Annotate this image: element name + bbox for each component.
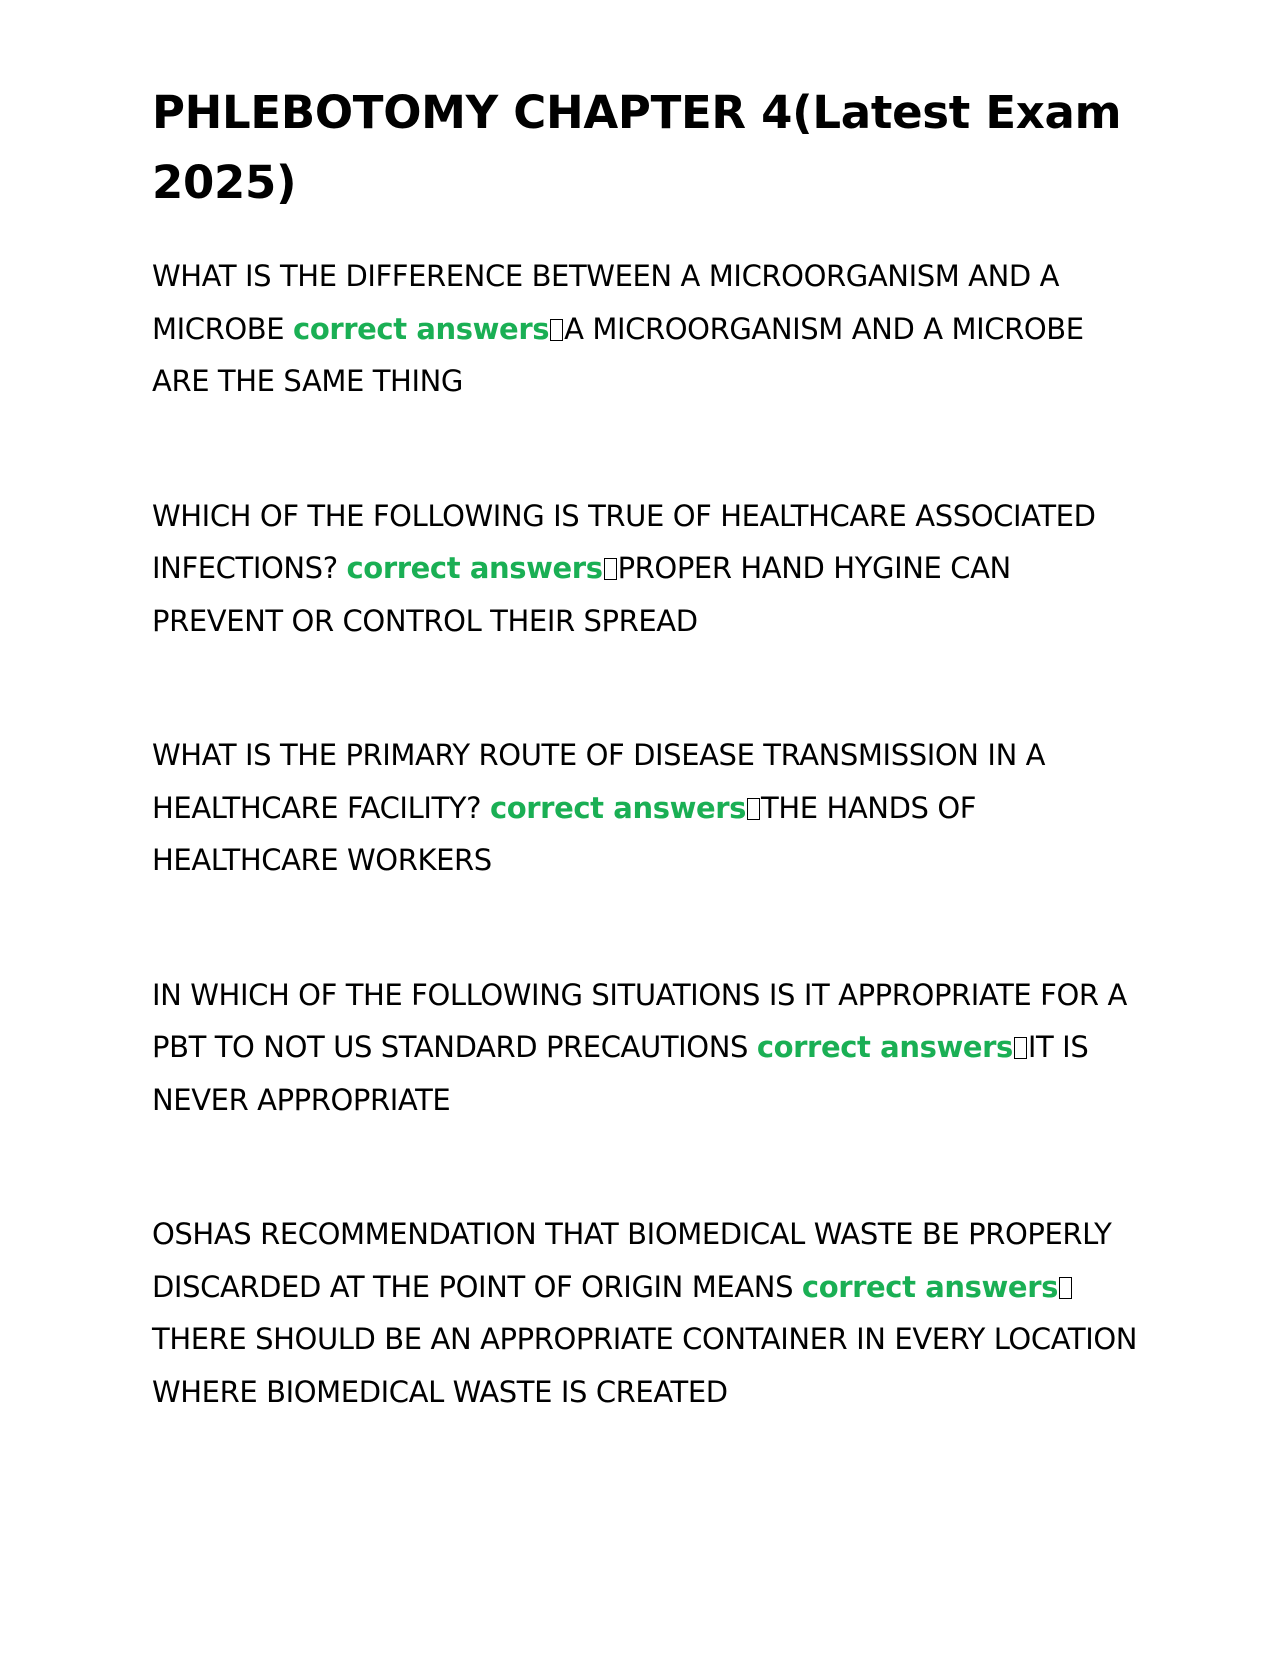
answer-text: PROPER HAND HYGINE CAN PREVENT OR CONTROL THEIR SPREAD — [152, 551, 1011, 638]
missing-glyph-box-icon — [1059, 1277, 1072, 1299]
document-page — [152, 78, 1142, 1500]
question-text: WHAT IS THE PRIMARY ROUTE OF DISEASE TRANSMISSION IN A HEALTHCARE FACILITY? — [152, 738, 1046, 825]
correct-answers-marker: correct answers — [293, 311, 550, 346]
qa-list — [152, 250, 1142, 1418]
correct-answers-marker: correct answers — [801, 1269, 1058, 1304]
missing-glyph-box-icon — [550, 319, 563, 341]
qa-item — [152, 490, 1142, 648]
question-text: WHICH OF THE FOLLOWING IS TRUE OF HEALTHCARE ASSOCIATED INFECTIONS? — [152, 498, 1096, 585]
missing-glyph-box-icon — [1014, 1037, 1027, 1059]
qa-item — [152, 729, 1142, 887]
answer-text: IT IS NEVER APPROPRIATE — [152, 1030, 1089, 1117]
answer-text: THERE SHOULD BE AN APPROPRIATE CONTAINER IN EVERY LOCATION WHERE BIOMEDICAL WASTE IS CREATED — [152, 1322, 1138, 1409]
qa-item — [152, 969, 1142, 1127]
correct-answers-marker: correct answers — [346, 551, 603, 585]
answer-text: THE HANDS OF HEALTHCARE WORKERS — [152, 790, 977, 877]
answer-text: A MICROORGANISM AND A MICROBE ARE THE SAME THING — [152, 311, 1084, 398]
correct-answers-marker: correct answers — [489, 790, 746, 825]
qa-item — [152, 250, 1142, 408]
question-text: IN WHICH OF THE FOLLOWING SITUATIONS IS IT APPROPRIATE FOR A PBT TO NOT US STANDARD PRECAUTIONS — [152, 977, 1127, 1064]
question-text: OSHAS RECOMMENDATION THAT BIOMEDICAL WASTE BE PROPERLY DISCARDED AT THE POINT OF ORIGIN MEANS — [152, 1217, 1112, 1304]
correct-answers-marker: correct answers — [756, 1030, 1013, 1064]
qa-item — [152, 1208, 1142, 1418]
document-title: PHLEBOTOMY CHAPTER 4(Latest Exam 2025) — [152, 86, 1122, 209]
missing-glyph-box-icon — [747, 798, 760, 820]
missing-glyph-box-icon — [604, 558, 617, 580]
question-text: WHAT IS THE DIFFERENCE BETWEEN A MICROORGANISM AND A MICROBE — [152, 259, 1060, 346]
